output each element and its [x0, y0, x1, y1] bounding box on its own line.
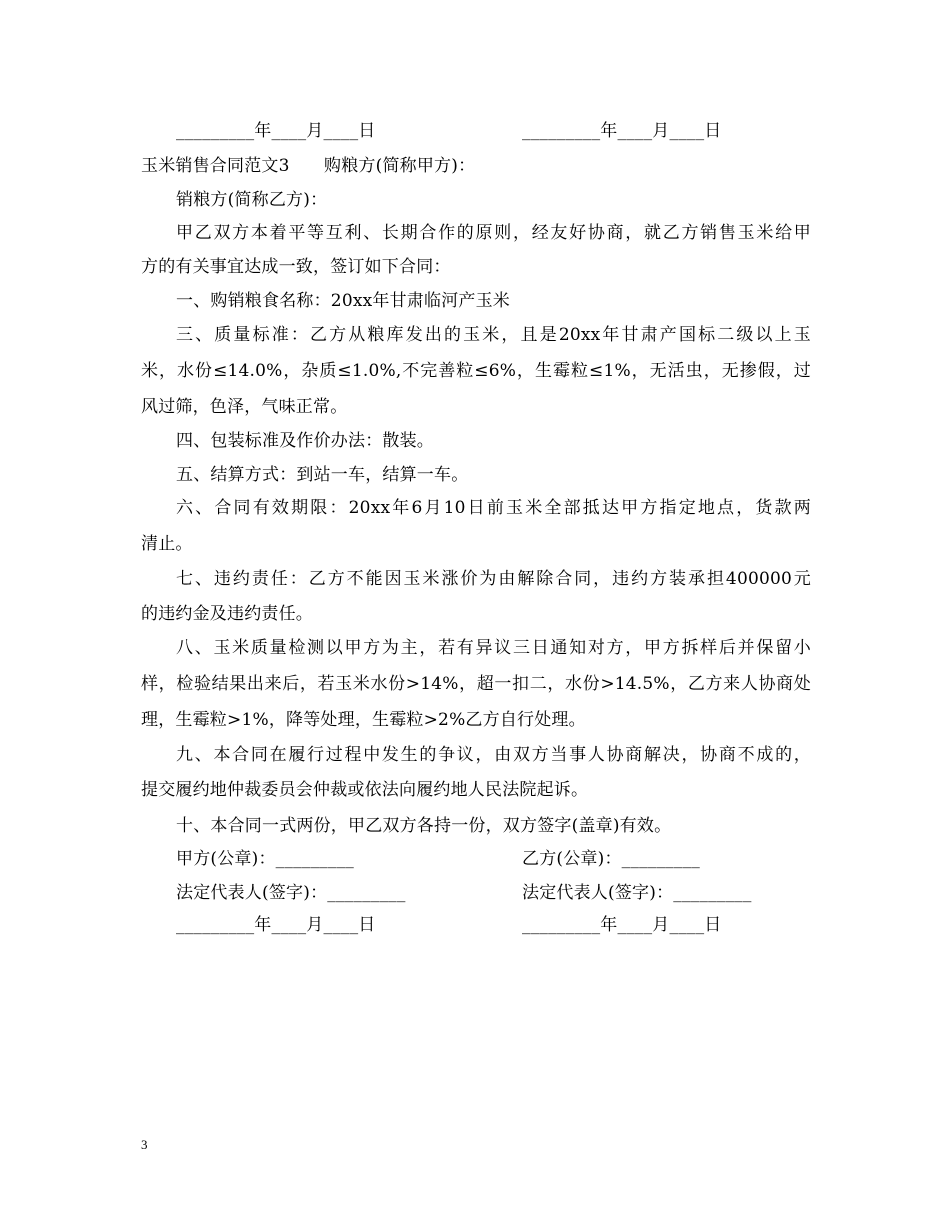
party-a-representative: 法定代表人(签字)：_________: [176, 883, 406, 903]
date-bottom-left: _________年____月____日: [176, 915, 376, 935]
clause-3-line-1: 三、质量标准：乙方从粮库发出的玉米，且是20xx年甘肃产国标二级以上玉: [176, 325, 811, 345]
intro-line-1: 甲乙双方本着平等互利、长期合作的原则，经友好协商，就乙方销售玉米给甲: [176, 223, 811, 243]
party-b-seal: 乙方(公章)：_________: [522, 849, 700, 869]
clause-8-line-1: 八、玉米质量检测以甲方为主，若有异议三日通知对方，甲方拆样后并保留小: [176, 638, 811, 658]
date-top-left: _________年____月____日: [176, 121, 376, 141]
party-a-seal: 甲方(公章)：_________: [176, 849, 354, 869]
clause-9-line-1: 九、本合同在履行过程中发生的争议，由双方当事人协商解决，协商不成的，: [176, 745, 811, 765]
seller-line: 销粮方(简称乙方)：: [176, 190, 328, 210]
clause-5: 五、结算方式：到站一车，结算一车。: [176, 465, 469, 485]
clause-6-line-2: 清止。: [141, 534, 193, 554]
date-bottom-right: _________年____月____日: [522, 915, 722, 935]
clause-8-line-3: 理，生霉粒>1%，降等处理，生霉粒>2%乙方自行处理。: [141, 710, 586, 730]
party-b-representative: 法定代表人(签字)：_________: [522, 883, 752, 903]
clause-9-line-2: 提交履约地仲裁委员会仲裁或依法向履约地人民法院起诉。: [141, 780, 589, 800]
intro-line-2: 方的有关事宜达成一致，签订如下合同：: [141, 257, 451, 277]
date-top-right: _________年____月____日: [522, 121, 722, 141]
clause-3-line-3: 风过筛，色泽，气味正常。: [141, 397, 348, 417]
clause-7-line-2: 的违约金及违约责任。: [141, 604, 313, 624]
clause-1: 一、购销粮食名称：20xx年甘肃临河产玉米: [176, 291, 511, 311]
clause-6-line-1: 六、合同有效期限：20xx年6月10日前玉米全部抵达甲方指定地点，货款两: [176, 498, 811, 518]
clause-4: 四、包装标准及作价办法：散装。: [176, 431, 434, 451]
clause-3-line-2: 米，水份≤14.0%，杂质≤1.0%,不完善粒≤6%，生霉粒≤1%，无活虫，无掺假，过: [141, 361, 811, 381]
page-number: 3: [141, 1137, 148, 1152]
clause-7-line-1: 七、违约责任：乙方不能因玉米涨价为由解除合同，违约方装承担400000元: [176, 569, 811, 589]
contract-title-line: 玉米销售合同范文3 购粮方(简称甲方)：: [141, 156, 476, 176]
clause-8-line-2: 样，检验结果出来后，若玉米水份>14%，超一扣二，水份>14.5%，乙方来人协商处: [141, 674, 811, 694]
clause-10: 十、本合同一式两份，甲乙双方各持一份，双方签字(盖章)有效。: [176, 816, 672, 836]
